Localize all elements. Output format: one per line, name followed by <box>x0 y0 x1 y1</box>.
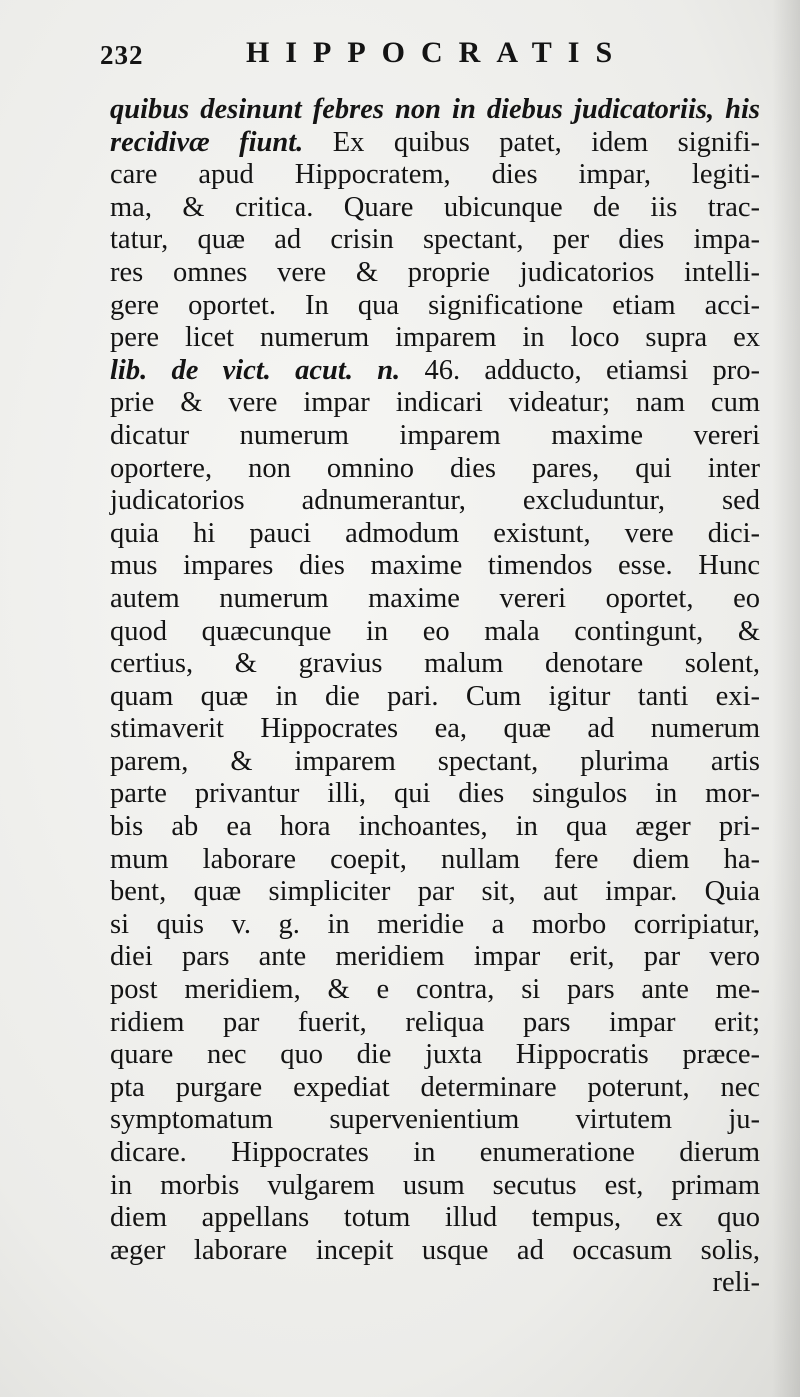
text-segment: judicatorios adnumerantur, excluduntur, sed <box>110 485 760 517</box>
text-segment: dicatur numerum imparem maxime vereri <box>110 419 760 451</box>
body-text <box>110 94 760 1300</box>
text-line <box>110 159 760 192</box>
text-segment: Ex quibus patet, idem signifi- <box>303 126 760 158</box>
text-line <box>110 844 760 877</box>
text-segment: res omnes vere & proprie judicatorios intelli- <box>110 256 760 288</box>
text-segment: pta purgare expediat determinare poterunt, nec <box>110 1071 760 1103</box>
text-line <box>110 224 760 257</box>
italic-segment: lib. de vict. acut. n. <box>110 354 401 386</box>
text-line <box>110 909 760 942</box>
text-segment: autem numerum maxime vereri oportet, eo <box>110 582 760 614</box>
text-line <box>110 1104 760 1137</box>
page-edge-shadow <box>772 0 800 1397</box>
text-segment: post meridiem, & e contra, si pars ante me- <box>110 974 760 1006</box>
page-number: 232 <box>100 40 144 70</box>
text-segment: mum laborare coepit, nullam fere diem ha- <box>110 843 760 875</box>
text-segment: pere licet numerum imparem in loco supra ex <box>110 322 760 354</box>
text-line <box>110 941 760 974</box>
text-segment: symptomatum supervenientium virtutem ju- <box>110 1104 760 1136</box>
text-line <box>110 453 760 486</box>
running-title: HIPPOCRATIS <box>246 36 629 69</box>
text-segment: certius, & gravius malum denotare solent, <box>110 648 760 680</box>
text-line <box>110 1137 760 1170</box>
text-segment: diem appellans totum illud tempus, ex quo <box>110 1202 760 1234</box>
text-line <box>110 1235 760 1268</box>
text-segment: parem, & imparem spectant, plurima artis <box>110 745 760 777</box>
text-segment: æger laborare incepit usque ad occasum solis, <box>110 1234 760 1266</box>
text-line <box>110 648 760 681</box>
text-line <box>110 290 760 323</box>
text-line <box>110 192 760 225</box>
italic-segment: recidivæ fiunt. <box>110 126 304 158</box>
text-segment: quod quæcunque in eo mala contingunt, & <box>110 615 760 647</box>
text-line <box>110 713 760 746</box>
text-segment: 46. adducto, etiamsi pro- <box>400 354 760 386</box>
text-line <box>110 583 760 616</box>
text-segment: si quis v. g. in meridie a morbo corripiatur, <box>110 908 760 940</box>
text-segment: ma, & critica. Quare ubicunque de iis trac- <box>110 191 760 223</box>
text-segment: care apud Hippocratem, dies impar, legiti- <box>110 159 760 191</box>
text-line <box>110 974 760 1007</box>
text-segment: parte privantur illi, qui dies singulos in mor- <box>110 778 760 810</box>
text-segment: mus impares dies maxime timendos esse. Hunc <box>110 550 760 582</box>
text-line <box>110 1007 760 1040</box>
text-line <box>110 387 760 420</box>
text-segment: quam quæ in die pari. Cum igitur tanti exi- <box>110 680 760 712</box>
text-segment: stimaverit Hippocrates ea, quæ ad numerum <box>110 713 760 745</box>
text-segment: in morbis vulgarem usum secutus est, primam <box>110 1169 760 1201</box>
text-segment: diei pars ante meridiem impar erit, par vero <box>110 941 760 973</box>
text-line <box>110 616 760 649</box>
text-line <box>110 1202 760 1235</box>
text-line <box>110 681 760 714</box>
text-line <box>110 94 760 127</box>
text-segment: oportere, non omnino dies pares, qui inter <box>110 452 760 484</box>
text-segment: tatur, quæ ad crisin spectant, per dies impa- <box>110 224 760 256</box>
text-line <box>110 746 760 779</box>
text-segment: gere oportet. In qua significatione etiam acci- <box>110 289 760 321</box>
text-line <box>110 518 760 551</box>
catchword: reli- <box>712 1267 760 1299</box>
text-line <box>110 876 760 909</box>
text-segment: bent, quæ simpliciter par sit, aut impar. Quia <box>110 876 760 908</box>
text-segment: quare nec quo die juxta Hippocratis præce- <box>110 1039 760 1071</box>
text-segment: bis ab ea hora inchoantes, in qua æger pri- <box>110 811 760 843</box>
text-segment: ridiem par fuerit, reliqua pars impar erit; <box>110 1006 760 1038</box>
italic-segment: quibus desinunt febres non in diebus judicatoriis, his <box>110 94 760 125</box>
text-line <box>110 355 760 388</box>
text-segment: dicare. Hippocrates in enumeratione dierum <box>110 1137 760 1168</box>
text-line <box>110 485 760 518</box>
text-segment: quia hi pauci admodum existunt, vere dici- <box>110 517 760 549</box>
text-line <box>110 420 760 453</box>
text-line <box>110 127 760 160</box>
text-line <box>110 778 760 811</box>
text-line <box>110 550 760 583</box>
text-line <box>110 1072 760 1105</box>
text-line <box>110 1170 760 1203</box>
text-line <box>110 322 760 355</box>
text-segment: prie & vere impar indicari videatur; nam cum <box>110 387 760 419</box>
text-line <box>110 811 760 844</box>
text-line <box>110 257 760 290</box>
page-header <box>100 36 780 76</box>
text-line <box>110 1039 760 1072</box>
